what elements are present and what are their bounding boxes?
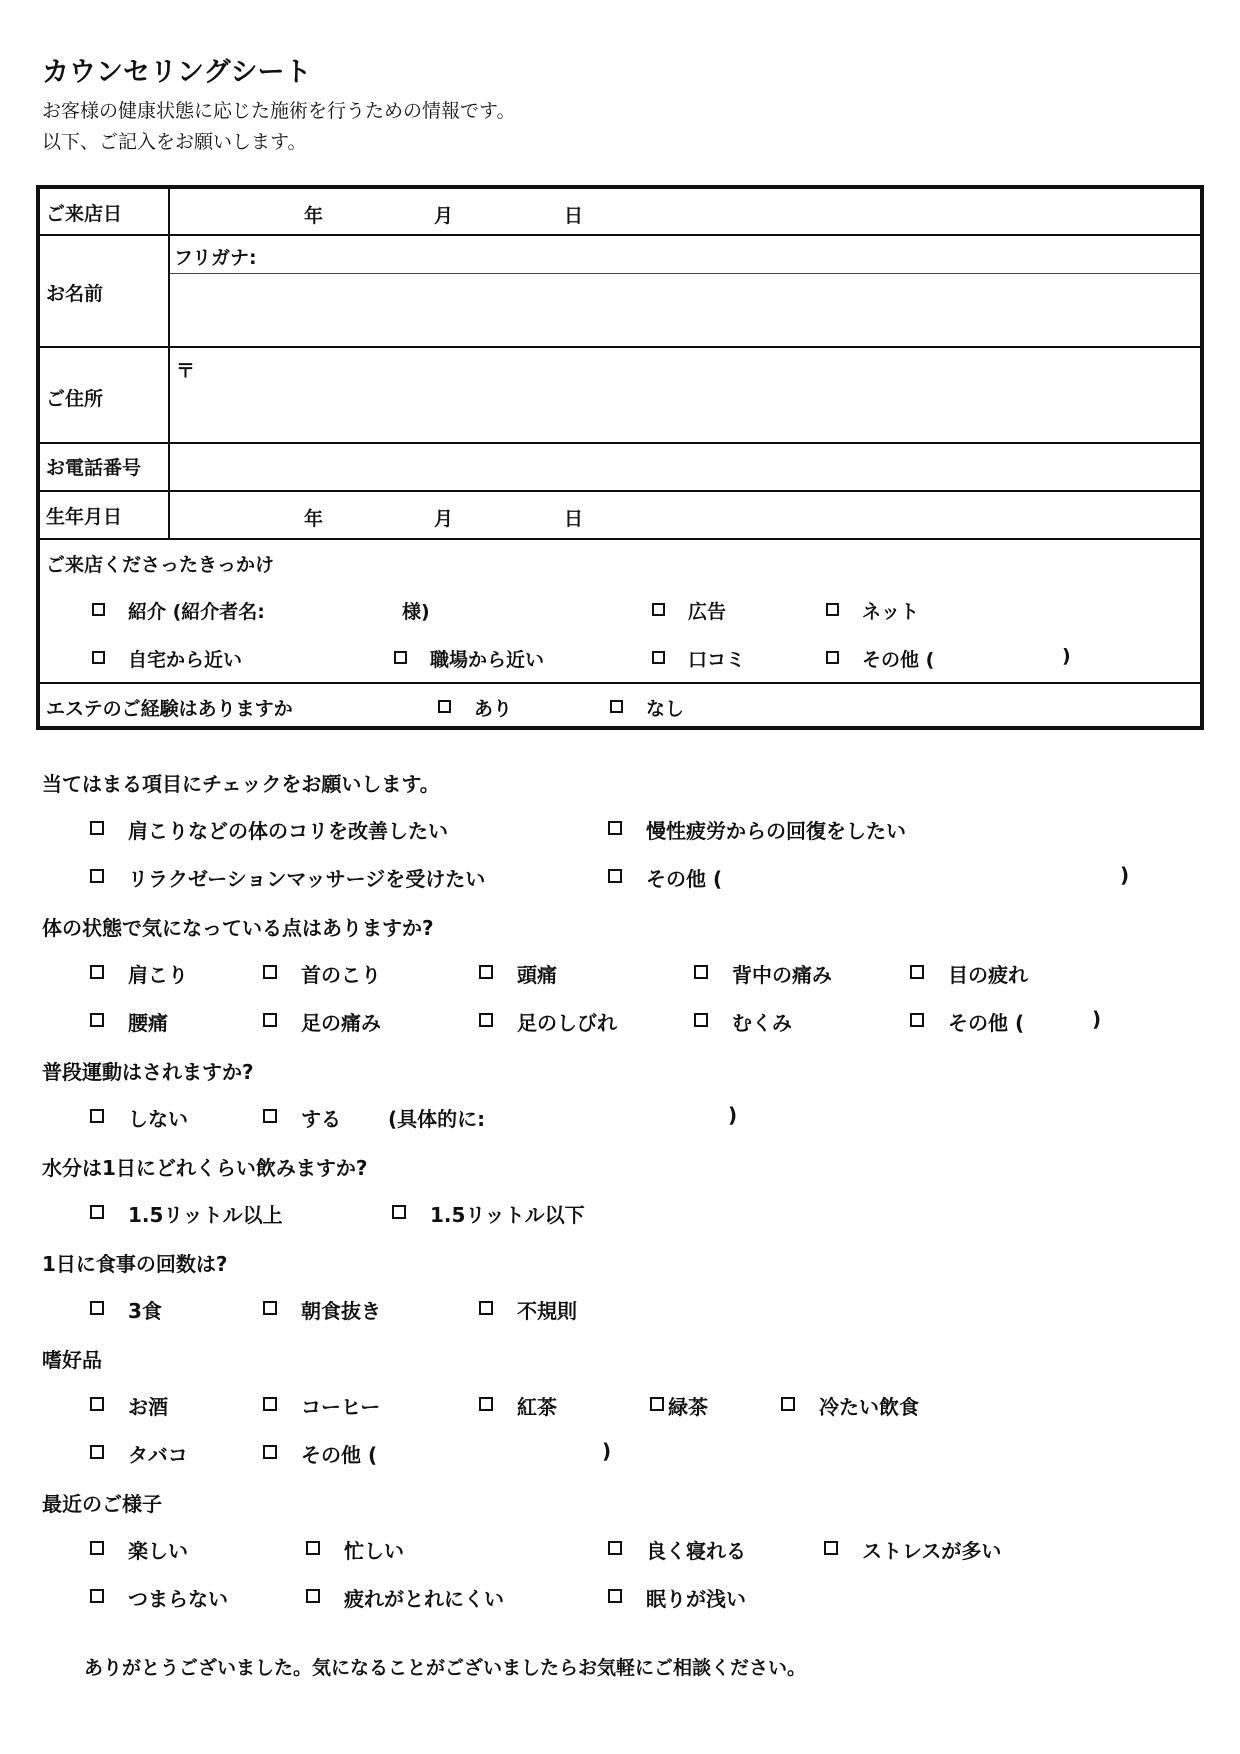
option-preference-7: その他 ( (301, 1443, 378, 1467)
option-exercise-2: する (301, 1107, 341, 1131)
option-check-1: 肩こりなどの体のコリを改善したい (128, 819, 448, 843)
option-body-8: 足のしびれ (517, 1011, 617, 1035)
option-recent-1: 楽しい (128, 1539, 188, 1563)
option-esthe-yes: あり (474, 698, 513, 720)
checkbox-check-2[interactable] (608, 821, 622, 835)
question-recent: 最近のご様子 (42, 1492, 162, 1516)
option-net: ネット (862, 601, 920, 623)
question-water: 水分は1日にどれくらい飲みますか? (42, 1156, 368, 1180)
checkbox-recent-2[interactable] (306, 1541, 320, 1555)
visit-month-label: 月 (434, 205, 454, 227)
option-preference-6: タバコ (128, 1443, 188, 1467)
option-body-1: 肩こり (128, 963, 188, 987)
checkbox-body-4[interactable] (694, 965, 708, 979)
row-divider (40, 538, 1200, 540)
visit-year-label: 年 (304, 205, 324, 227)
checkbox-preference-6[interactable] (90, 1445, 104, 1459)
checkbox-body-9[interactable] (694, 1013, 708, 1027)
checkbox-net[interactable] (826, 603, 839, 616)
option-esthe-no: なし (646, 698, 685, 720)
checkbox-home[interactable] (92, 651, 105, 664)
checkbox-work[interactable] (394, 651, 407, 664)
option-recent-3: 良く寝れる (646, 1539, 746, 1563)
option-preference-2: コーヒー (301, 1395, 381, 1419)
customer-info-table (36, 185, 1204, 730)
esthe-experience-label: エステのご経験はありますか (46, 698, 293, 720)
checkbox-recent-6[interactable] (306, 1589, 320, 1603)
checkbox-preference-5[interactable] (781, 1397, 795, 1411)
option-preference-3: 紅茶 (517, 1395, 557, 1419)
checkbox-recent-5[interactable] (90, 1589, 104, 1603)
option-recent-2: 忙しい (344, 1539, 404, 1563)
option-recent-6: 疲れがとれにくい (344, 1587, 504, 1611)
thanks-message: ありがとうございました。気になることがございましたらお気軽にご相談ください。 (84, 1657, 807, 1679)
option-exercise-detail-close: ) (728, 1103, 738, 1127)
option-body-4: 背中の痛み (732, 963, 832, 987)
row-divider (40, 234, 1200, 236)
option-body-10: その他 ( (948, 1011, 1025, 1035)
address-label: ご住所 (46, 388, 104, 410)
checkbox-body-8[interactable] (479, 1013, 493, 1027)
option-exercise-detail: (具体的に: (388, 1107, 486, 1131)
checkbox-body-6[interactable] (90, 1013, 104, 1027)
option-body-9: むくみ (732, 1011, 792, 1035)
checkbox-water-2[interactable] (392, 1205, 406, 1219)
option-recent-5: つまらない (128, 1587, 228, 1611)
checkbox-check-3[interactable] (90, 869, 104, 883)
option-preference-5: 冷たい飲食 (819, 1395, 919, 1419)
checkbox-body-10[interactable] (910, 1013, 924, 1027)
checkbox-esthe-no[interactable] (610, 700, 623, 713)
option-body-6: 腰痛 (128, 1011, 168, 1035)
checkbox-body-5[interactable] (910, 965, 924, 979)
checkbox-recent-4[interactable] (824, 1541, 838, 1555)
checkbox-meals-2[interactable] (263, 1301, 277, 1315)
postal-mark: 〒 (176, 360, 196, 382)
option-recent-4: ストレスが多い (862, 1539, 1002, 1563)
intro-line-2: 以下、ご記入をお願いします。 (42, 131, 307, 153)
name-label: お名前 (46, 283, 104, 305)
option-preference-4: 緑茶 (668, 1395, 708, 1419)
option-water-1: 1.5リットル以上 (128, 1203, 283, 1227)
question-meals: 1日に食事の回数は? (42, 1252, 228, 1276)
checkbox-esthe-yes[interactable] (438, 700, 451, 713)
option-meals-2: 朝食抜き (301, 1299, 381, 1323)
checkbox-trigger-other[interactable] (826, 651, 839, 664)
column-divider (168, 189, 170, 540)
checkbox-recent-3[interactable] (608, 1541, 622, 1555)
checkbox-preference-4[interactable] (650, 1397, 664, 1411)
option-meals-1: 3食 (128, 1299, 162, 1323)
option-check-4: その他 ( (646, 867, 723, 891)
option-water-2: 1.5リットル以下 (430, 1203, 585, 1227)
option-body-7: 足の痛み (301, 1011, 381, 1035)
checkbox-recent-7[interactable] (608, 1589, 622, 1603)
row-divider (40, 346, 1200, 348)
checkbox-body-1[interactable] (90, 965, 104, 979)
checkbox-ad[interactable] (652, 603, 665, 616)
question-preference: 嗜好品 (42, 1348, 102, 1372)
row-divider (40, 442, 1200, 444)
checkbox-water-1[interactable] (90, 1205, 104, 1219)
question-check: 当てはまる項目にチェックをお願いします。 (42, 772, 440, 796)
option-check-4-close: ) (1120, 863, 1130, 887)
option-intro-sama: 様) (402, 601, 430, 623)
page-title: カウンセリングシート (42, 57, 312, 88)
option-work: 職場から近い (430, 649, 545, 671)
option-ad: 広告 (688, 601, 727, 623)
visit-day-label: 日 (564, 205, 584, 227)
birth-date-label: 生年月日 (46, 506, 123, 528)
option-preference-1: お酒 (128, 1395, 168, 1419)
visit-trigger-label: ご来店くださったきっかけ (46, 554, 275, 576)
option-meals-3: 不規則 (517, 1299, 577, 1323)
checkbox-preference-1[interactable] (90, 1397, 104, 1411)
checkbox-kuchikomi[interactable] (652, 651, 665, 664)
option-body-5: 目の疲れ (948, 963, 1028, 987)
checkbox-exercise-2[interactable] (263, 1109, 277, 1123)
checkbox-body-3[interactable] (479, 965, 493, 979)
birth-month-label: 月 (434, 508, 454, 530)
checkbox-meals-1[interactable] (90, 1301, 104, 1315)
row-divider (168, 273, 1200, 274)
option-home: 自宅から近い (128, 649, 243, 671)
option-kuchikomi: 口コミ (688, 649, 746, 671)
option-recent-7: 眠りが浅い (646, 1587, 746, 1611)
visit-date-label: ご来店日 (46, 203, 123, 225)
option-body-2: 首のこり (301, 963, 381, 987)
intro-line-1: お客様の健康状態に応じた施術を行うための情報です。 (42, 100, 516, 122)
checkbox-preference-2[interactable] (263, 1397, 277, 1411)
phone-label: お電話番号 (46, 457, 142, 479)
checkbox-check-4[interactable] (608, 869, 622, 883)
question-exercise: 普段運動はされますか? (42, 1060, 254, 1084)
option-trigger-other-close: ) (1062, 645, 1071, 667)
option-preference-7-close: ) (602, 1439, 612, 1463)
option-check-2: 慢性疲労からの回復をしたい (646, 819, 906, 843)
option-exercise-1: しない (128, 1107, 188, 1131)
option-body-3: 頭痛 (517, 963, 557, 987)
question-body: 体の状態で気になっている点はありますか? (42, 916, 434, 940)
checkbox-meals-3[interactable] (479, 1301, 493, 1315)
checkbox-preference-7[interactable] (263, 1445, 277, 1459)
birth-year-label: 年 (304, 508, 324, 530)
checkbox-recent-1[interactable] (90, 1541, 104, 1555)
checkbox-body-7[interactable] (263, 1013, 277, 1027)
row-divider (40, 682, 1200, 684)
row-divider (40, 490, 1200, 492)
checkbox-intro[interactable] (92, 603, 105, 616)
birth-day-label: 日 (564, 508, 584, 530)
option-body-10-close: ) (1092, 1007, 1102, 1031)
checkbox-body-2[interactable] (263, 965, 277, 979)
option-intro: 紹介 (紹介者名: (128, 601, 265, 623)
checkbox-exercise-1[interactable] (90, 1109, 104, 1123)
checkbox-check-1[interactable] (90, 821, 104, 835)
checkbox-preference-3[interactable] (479, 1397, 493, 1411)
option-check-3: リラクゼーションマッサージを受けたい (128, 867, 486, 891)
furigana-label: フリガナ: (174, 247, 257, 269)
option-trigger-other: その他 ( (862, 649, 935, 671)
